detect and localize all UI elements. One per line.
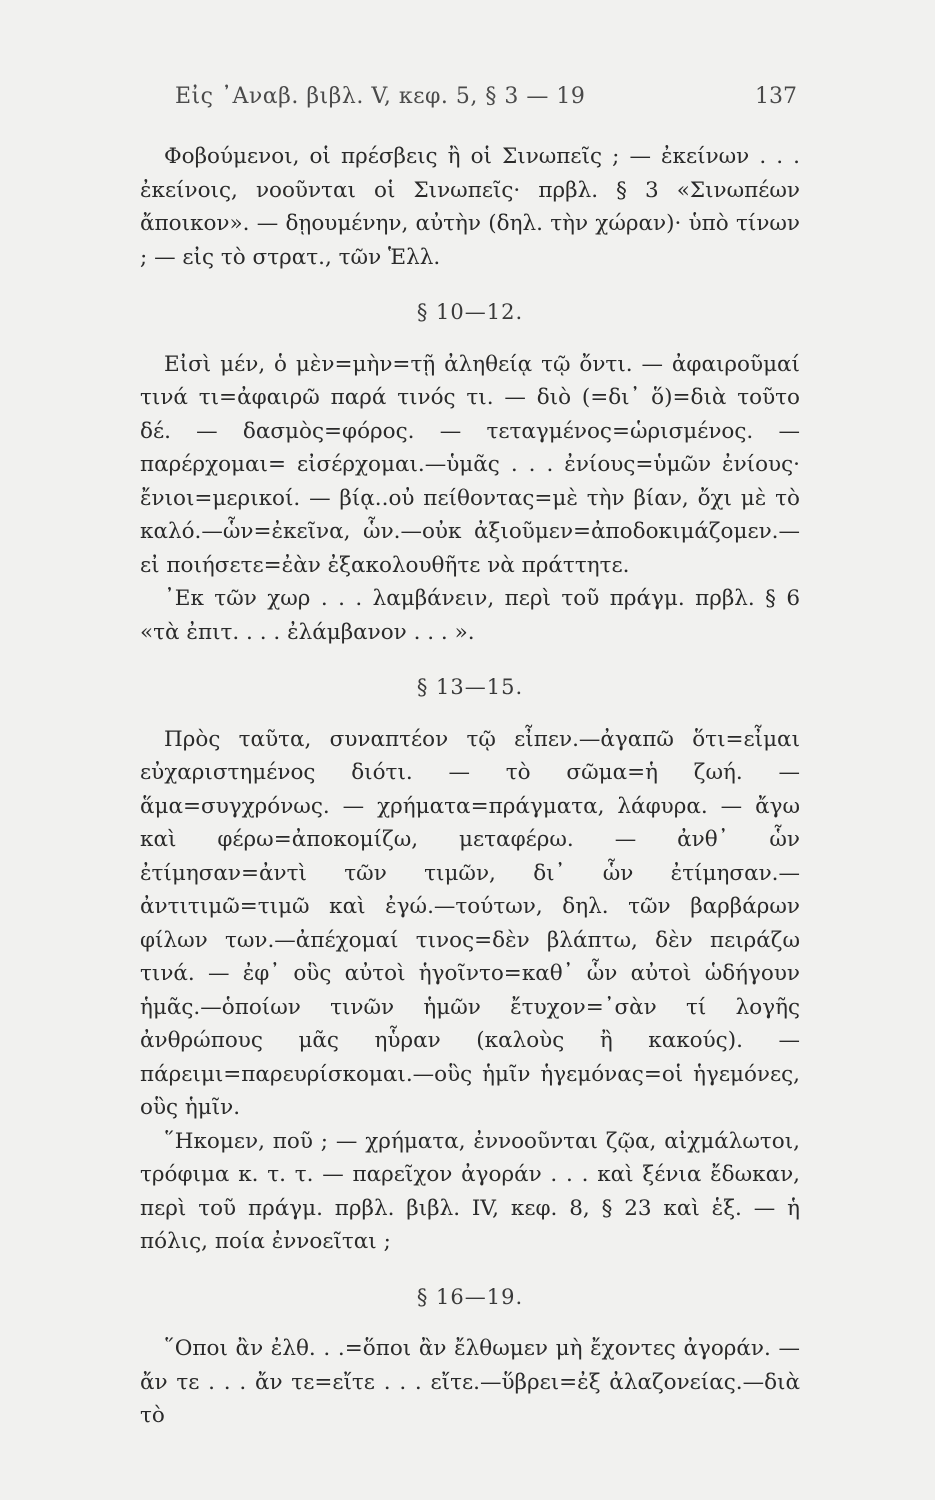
running-header [175,84,797,118]
section-heading-10-12: § 10—12. [416,300,524,324]
section-heading-13-15: § 13—15. [416,675,524,699]
paragraph-5: ῞Ηκομεν, ποῦ ; — χρήματα, ἐννοοῦνται ζῷα, αἰχμάλωτοι, τρόφιμα κ. τ. τ. — παρεῖχον ἀγοράν . . . καὶ ξένια ἔδωκαν, περὶ τοῦ πράγμ. πρβλ. βιβλ. IV, κεφ. 8, § 23 καὶ ἑξ. — ἡ πόλις, ποία ἐννοεῖται ; [140,1128,800,1254]
commentary-text [140,140,800,1433]
page-number: 137 [755,84,797,109]
section-heading-16-19: § 16—19. [416,1284,524,1309]
running-title: Εἰς ᾿Αναβ. βιβλ. V, κεφ. 5, § 3 — 19 [175,84,586,109]
paragraph-1: Φοβούμενοι, οἱ πρέσβεις ἢ οἱ Σινωπεῖς ; — ἐκείνων . . . ἐκείνοις, νοοῦνται οἱ Σινωπεῖς· πρβλ. § 3 «Σινωπέων ἄποικον». — δῃουμένην, αὐτὴν (δηλ. τὴν χώραν)· ὑπὸ τίνων ; — εἰς τὸ στρατ., τῶν Ἑλλ. [140,144,800,270]
paragraph-2: Εἰσὶ μέν, ὁ μὲν=μὴν=τῇ ἀληθείᾳ τῷ ὄντι. — ἀφαιροῦμαί τινά τι=ἀφαιρῶ παρά τινός τι. — διὸ (=δι᾽ ὅ)=διὰ τοῦτο δέ. — δασμὸς=φόρος. — τεταγμένος=ὡρισμένος. — παρέρχομαι= εἰσέρχομαι.—ὑμᾶς . . . ἐνίους=ὑμῶν ἐνίους· ἔνιοι=μερικοί. — βίᾳ..οὐ πείθοντας=μὲ τὴν βίαν, ὄχι μὲ τὸ καλό.—ὧν=ἐκεῖνα, ὧν.—οὐκ ἀξιοῦμεν=ἀποδοκιμάζομεν.— εἰ ποιήσετε=ἐὰν ἐξακολουθῆτε νὰ πράττητε. [140,351,800,578]
paragraph-6: ῞Οποι ἂν ἐλθ. . .=ὅποι ἂν ἔλθωμεν μὴ ἔχοντες ἀγοράν. — ἄν τε . . . ἄν τε=εἴτε . . . εἴτε.—ὕβρει=ἐξ ἀλαζονείας.—διὰ τὸ [140,1336,800,1428]
paragraph-4: Πρὸς ταῦτα, συναπτέον τῷ εἶπεν.—ἀγαπῶ ὅτι=εἶμαι εὐχαριστημένος διότι. — τὸ σῶμα=ἡ ζωή. — ἅμα=συγχρόνως. — χρήματα=πράγματα, λάφυρα. — ἄγω καὶ φέρω=ἀποκομίζω, μεταφέρω. — ἀνθ᾽ ὧν ἐτίμησαν=ἀντὶ τῶν τιμῶν, δι᾽ ὧν ἐτίμησαν.—ἀντιτιμῶ=τιμῶ καὶ ἐγώ.—τούτων, δηλ. τῶν βαρβάρων φίλων των.—ἀπέχομαί τινος=δὲν βλάπτω, δὲν πειράζω τινά. — ἐφ᾽ οὓς αὐτοὶ ἡγοῖντο=καθ᾽ ὧν αὐτοὶ ὡδήγουν ἡμᾶς.—ὁποίων τινῶν ἡμῶν ἔτυχον=᾽σὰν τί λογῆς ἀνθρώπους μᾶς ηὗραν (καλοὺς ἢ κακούς). — πάρειμι=παρευρίσκομαι.—οὓς ἡμῖν ἡγεμόνας=οἱ ἡγεμόνες, οὓς ἡμῖν. [140,726,800,1120]
paragraph-3: ᾿Εκ τῶν χωρ . . . λαμβάνειν, περὶ τοῦ πράγμ. πρβλ. § 6 «τὰ ἐπιτ. . . . ἐλάμβανον . . . ». [140,586,800,645]
